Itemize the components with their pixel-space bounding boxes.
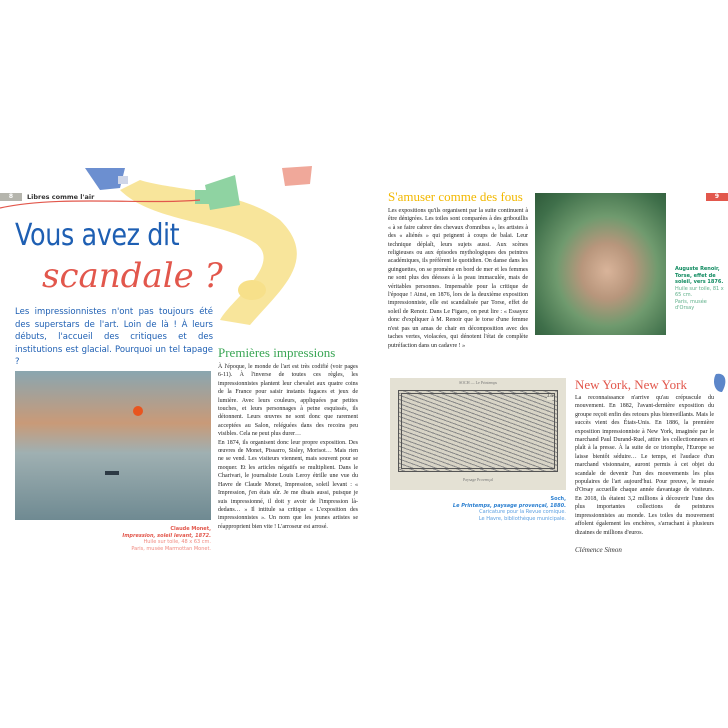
page-number-right: 9 — [706, 193, 728, 201]
blue-paint-splash — [712, 372, 728, 394]
caricature-tag: 33e — [546, 394, 554, 399]
article-body-samuser: Les expositions qu'ils organisent par la suite continuent à être dénigrées. Les toiles sont comparées à des gribouillis « à se faire cabrer des chevaux d'omnibus », les artistes à des « aliénés » qui peignent à coups de balai. Leur technique déplaît, leurs sujets aussi. Aux scènes religieuses ou aux épisodes mythologiques des peintres académiques, ils préfèrent le quotidien. On danse dans les guinguettes, on se promène en bord de mer et les femmes ne sont plus des déesses à la peau immaculée, mais de véritables personnes. Impensable pour la critique de l'époque ! Ainsi, en 1876, lors de la deuxième exposition impressionniste, elle est scandalisée par Torse, effet de soleil de Renoir. Dans Le Figaro, on peut lire : « Essayez donc d'expliquer à M. Renoir que le torse d'une femme n'est pas un amas de chair en décomposition avec des taches vertes, violacées, qui dénotent l'état de complète putréfaction dans un cadavre ! » — [388, 208, 528, 349]
article-body-newyork: La reconnaissance n'arrive qu'au crépuscule du mouvement. En 1882, l'avant-dernière exposition du groupe reçoit enfin des retours plus bienveillants. Mais le succès vient des États-Unis. En 1886, la première exposition impressionniste à New York, imaginée par le marchand Paul Durand-Ruel, attire les collectionneurs et plaît à la presse. À la suite de ce triomphe, l'Europe se laisse bientôt séduire… Le temps, et l'audace d'un marchand visionnaire, auront permis à cet objet du scandale de devenir l'un des mouvements les plus populaires de l'art aujourd'hui. Pour preuve, le musée d'Orsay accueille chaque année davantage de visiteurs. En 2018, ils étaient 3,2 millions à découvrir l'une des plus importantes collections de peintures impressionnistes au monde. Les toiles du mouvement affolent également les enchères, s'arrachant à plusieurs dizaines de millions d'euros. — [575, 395, 714, 536]
caricature-frame — [398, 390, 558, 472]
article-heading-samuser: S'amuser comme des fous — [388, 189, 523, 204]
caricature-footer: Paysage Provençal — [462, 477, 494, 482]
renoir-painting — [535, 193, 666, 335]
caricature-header: SOCH — Le Printemps — [458, 380, 498, 385]
renoir-caption: Auguste Renoir, Torse, effet de soleil, vers 1876. Huile sur toile, 81 x 65 cm. Paris, musée d'Orsay — [675, 266, 724, 311]
page-number-left: 8 — [0, 193, 22, 201]
author-signature: Clémence Simon — [575, 545, 622, 554]
article-heading-newyork: New York, New York — [575, 377, 687, 392]
sun — [133, 406, 143, 416]
page-title-script: scandale ? — [42, 256, 223, 296]
soch-figure — [390, 378, 566, 522]
soch-caricature — [390, 378, 566, 490]
article-heading-premieres: Premières impressions — [218, 345, 336, 360]
article-body-premieres: À l'époque, le monde de l'art est très codifié (voir pages 6-11). À l'inverse de toutes ces règles, les impressionnistes plantent leur chevalet aux quatre coins de la France pour saisir instants fugaces et jeux de lumière. Avec leurs couleurs, appliquées par petites touches, et leurs personnages à peine esquissés, ils détonnent. Leurs œuvres ne sont donc que rarement acceptées au Salon, reléguées dans des recoins peu visibles. Cela ne peut plus durer… En 1874, ils organisent donc leur propre exposition. Des œuvres de Monet, Pissarro, Sisley, Morisot… Mais rien ne se vend. Les visiteurs viennent, mais souvent pour se moquer. Et les articles négatifs se multiplient. Dans le Charivari, le journaliste Louis Leroy étrille une vue du Havre de Claude Monet, Impression, soleil levant : « Impression, j'en étais sûr. Je me disais aussi, puisque je suis impressionné, il doit y avoir de l'impression là-dedans… » Il intitule sa critique « L'exposition des impressionnistes ». Un nom que les jeunes artistes se réapproprient bien vite ! L'arroseur est arrosé. — [218, 364, 358, 530]
intro-text: Les impressionnistes n'ont pas toujours été des superstars de l'art. Loin de là ! À leurs débuts, l'accueil des critiques et des institutions est glacial. Pourquoi un tel tapage ? — [15, 307, 213, 367]
monet-caption: Claude Monet, Impression, soleil levant, 1872. Huile sur toile, 48 x 63 cm. Paris, musée Marmottan Monet. — [122, 526, 211, 552]
section-label: Libres comme l'air — [27, 193, 95, 201]
page-title: Vous avez dit — [15, 218, 180, 253]
soch-caption: Soch, Le Printemps, paysage provençal, 1880. Caricature pour la Revue comique. Le Havre, bibliothèque municipale. — [452, 496, 566, 522]
monet-painting — [15, 371, 211, 520]
article-newyork — [575, 377, 714, 555]
boat — [105, 471, 119, 475]
